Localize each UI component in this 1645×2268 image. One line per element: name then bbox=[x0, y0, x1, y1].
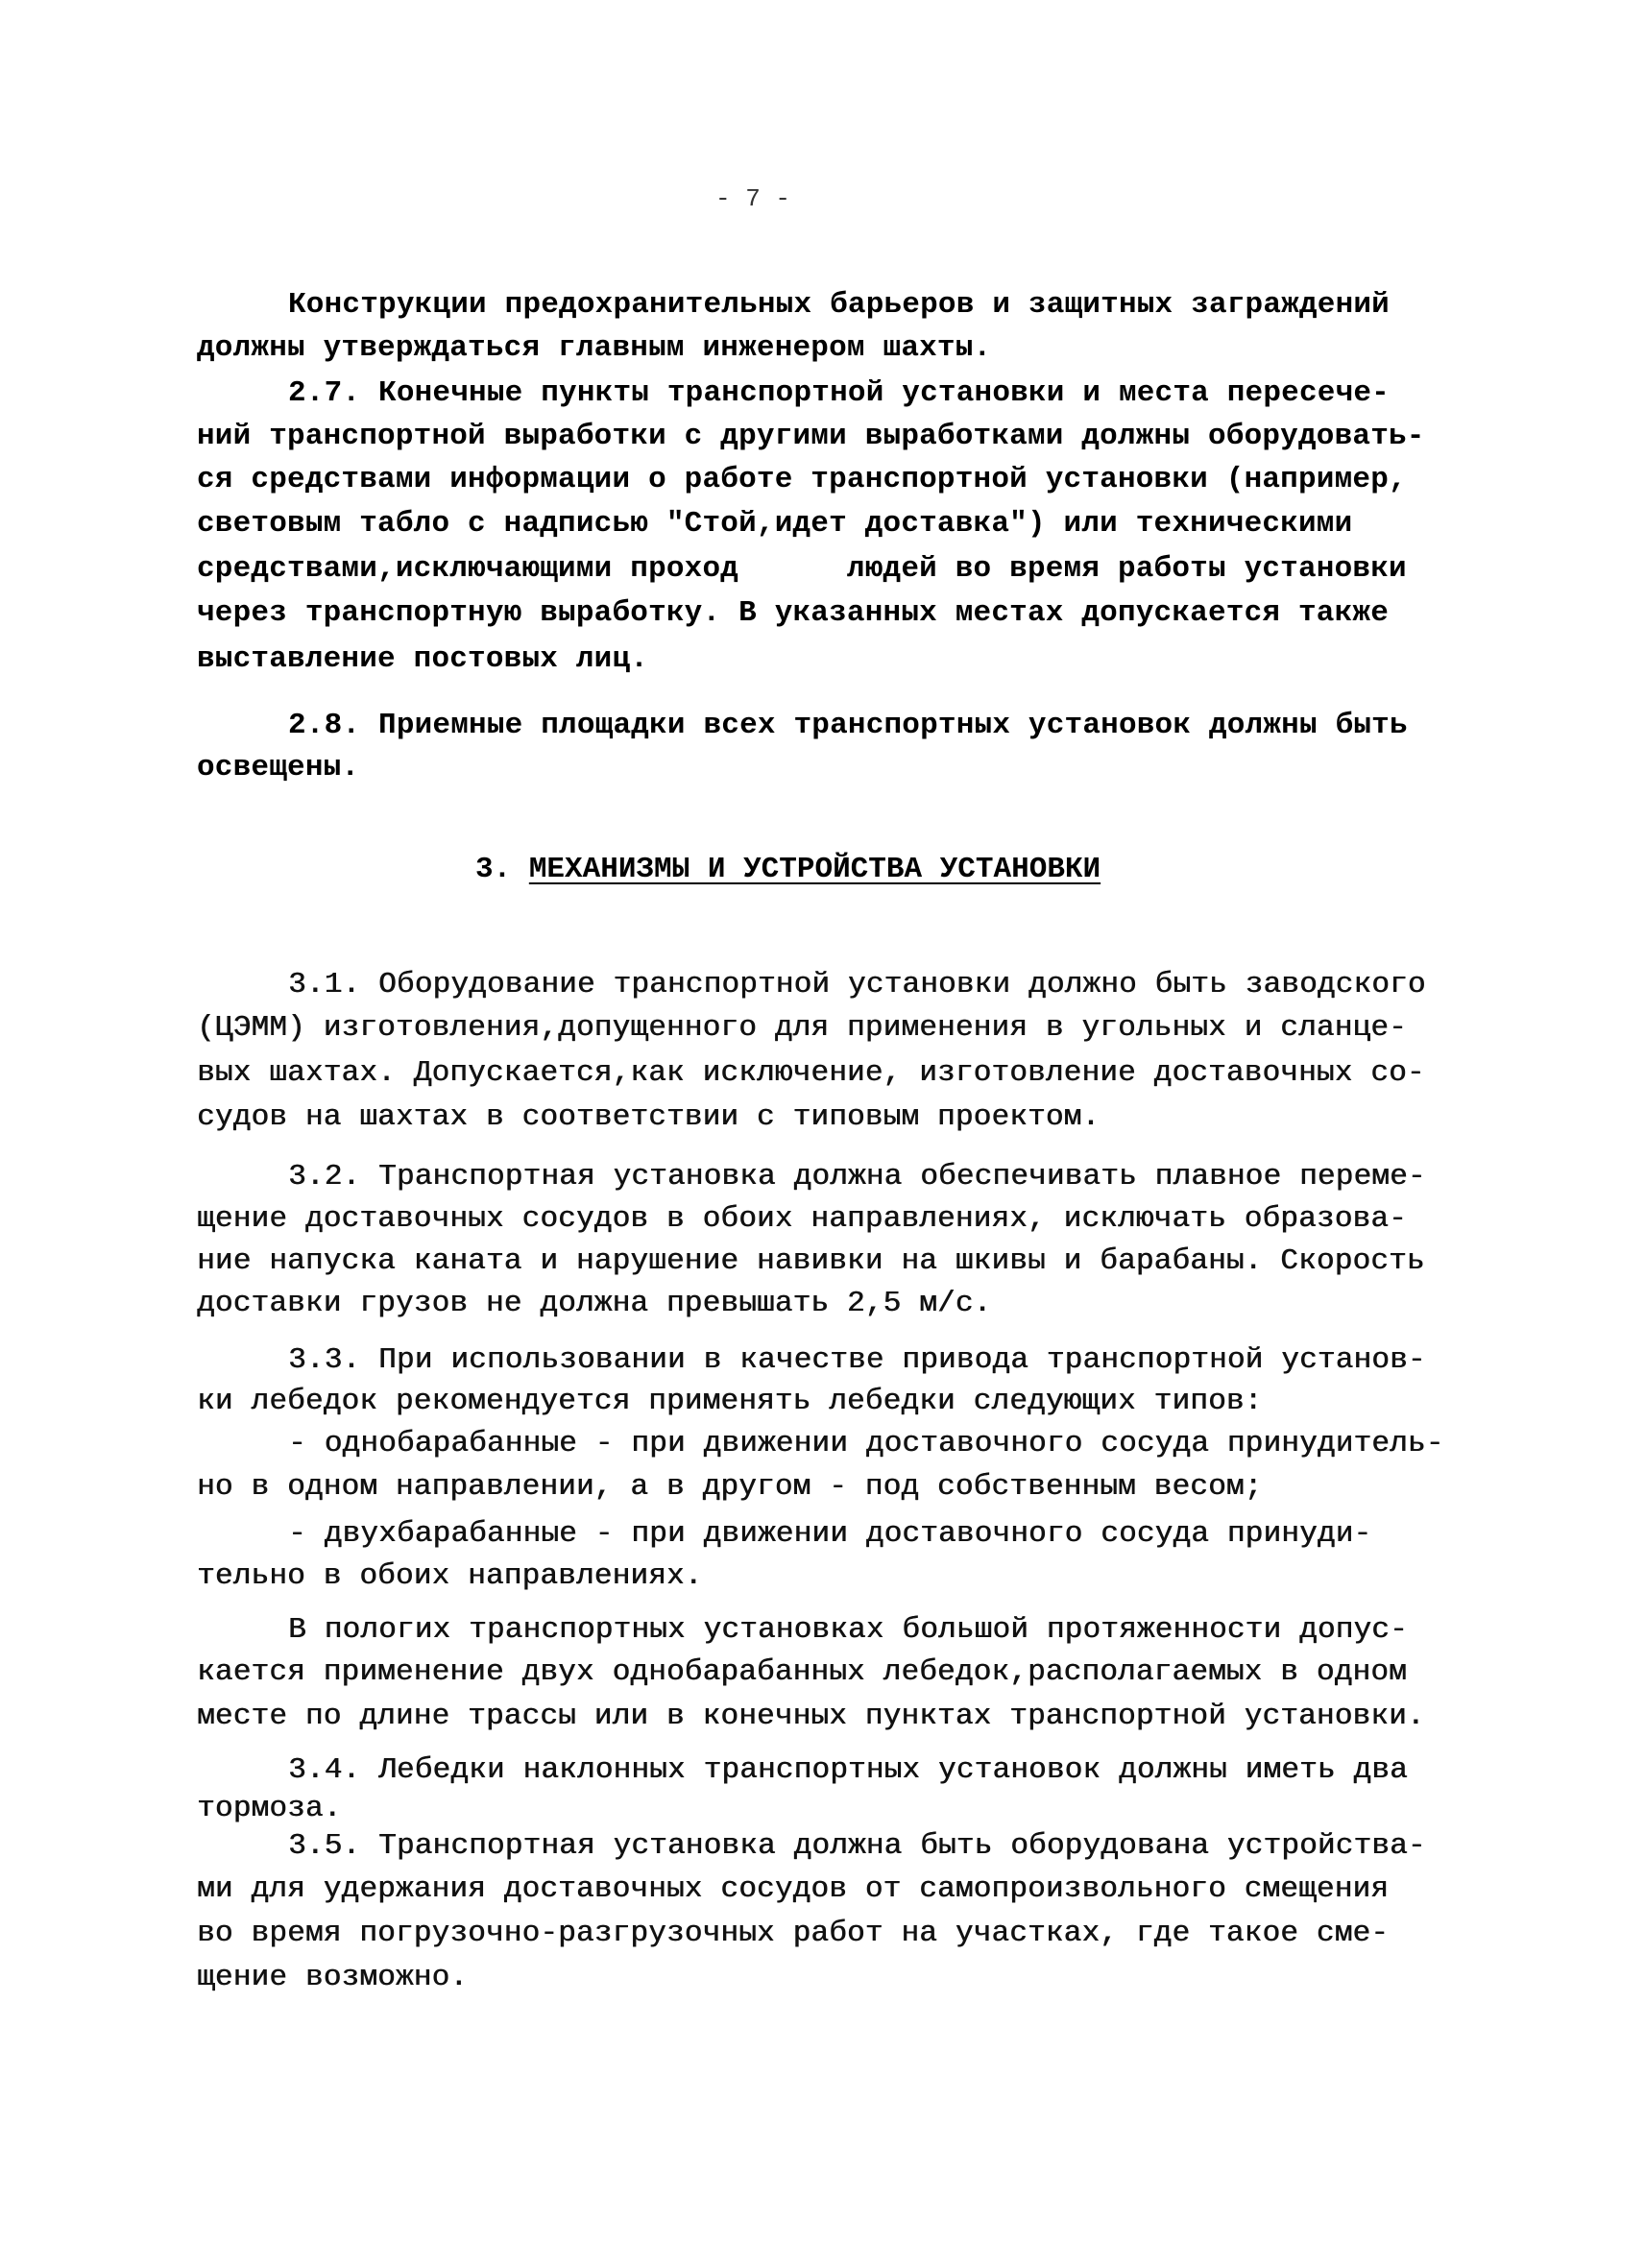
text-line: вых шахтах. Допускается,как исключение, изготовление доставочных со- bbox=[197, 1056, 1425, 1090]
text-line: судов на шахтах в соответствии с типовым проектом. bbox=[197, 1100, 1101, 1134]
text-line: ний транспортной выработки с другими выработками должны оборудовать- bbox=[197, 420, 1425, 453]
text-line: - однобарабанные - при движении доставочного сосуда принудитель- bbox=[288, 1427, 1444, 1460]
text-line: щение возможно. bbox=[197, 1961, 469, 1994]
text-line: 3.5. Транспортная установка должна быть оборудована устройства- bbox=[288, 1829, 1426, 1863]
text-line: но в одном направлении, а в другом - под собственным весом; bbox=[197, 1470, 1263, 1504]
text-line: 2.8. Приемные площадки всех транспортных установок должны быть bbox=[288, 709, 1408, 742]
text-line: месте по длине трассы или в конечных пунктах транспортной установки. bbox=[197, 1700, 1425, 1733]
text-line: 3.1. Оборудование транспортной установки должно быть заводского bbox=[288, 968, 1426, 1001]
text-line: тормоза. bbox=[197, 1792, 342, 1825]
text-line: доставки грузов не должна превышать 2,5 м/с. bbox=[197, 1287, 992, 1320]
section-number: 3. bbox=[475, 853, 512, 886]
section-title: МЕХАНИЗМЫ И УСТРОЙСТВА УСТАНОВКИ bbox=[528, 853, 1101, 886]
text-line: кается применение двух однобарабанных лебедок,располагаемых в одном bbox=[197, 1655, 1407, 1689]
text-line: ки лебедок рекомендуется применять лебедки следующих типов: bbox=[197, 1385, 1263, 1418]
text-line: тельно в обоих направлениях. bbox=[197, 1559, 703, 1593]
text-line: ми для удержания доставочных сосудов от самопроизвольного смещения bbox=[197, 1872, 1389, 1906]
text-line: Конструкции предохранительных барьеров и защитных заграждений bbox=[288, 288, 1390, 322]
text-line: ние напуска каната и нарушение навивки на шкивы и барабаны. Скорость bbox=[197, 1244, 1425, 1278]
text-line: 2.7. Конечные пункты транспортной установки и места пересече- bbox=[288, 376, 1390, 410]
text-line: должны утверждаться главным инженером шахты. bbox=[197, 331, 992, 365]
text-line: световым табло с надписью "Стой,идет доставка") или техническими bbox=[197, 507, 1353, 541]
page-number: - 7 - bbox=[715, 184, 791, 213]
text-line: 3.3. При использовании в качестве привода транспортной установ- bbox=[288, 1343, 1426, 1377]
text-line: во время погрузочно-разгрузочных работ на участках, где такое сме- bbox=[197, 1917, 1389, 1950]
section-heading bbox=[475, 853, 1101, 886]
text-line: щение доставочных сосудов в обоих направлениях, исключать образова- bbox=[197, 1202, 1407, 1236]
text-line: средствами,исключающими проход людей во время работы установки bbox=[197, 552, 1407, 586]
text-line: ся средствами информации о работе транспортной установки (например, bbox=[197, 463, 1407, 496]
text-line: В пологих транспортных установках большой протяженности допус- bbox=[288, 1613, 1408, 1647]
text-line: выставление постовых лиц. bbox=[197, 642, 649, 676]
text-line: (ЦЭММ) изготовления,допущенного для применения в угольных и сланце- bbox=[197, 1011, 1407, 1045]
text-line: 3.4. Лебедки наклонных транспортных установок должны иметь два bbox=[288, 1753, 1408, 1787]
text-line: 3.2. Транспортная установка должна обеспечивать плавное переме- bbox=[288, 1160, 1426, 1194]
text-line: освещены. bbox=[197, 751, 360, 784]
text-line: через транспортную выработку. В указанных местах допускается также bbox=[197, 596, 1389, 630]
text-line: - двухбарабанные - при движении доставочного сосуда принуди- bbox=[288, 1517, 1372, 1551]
